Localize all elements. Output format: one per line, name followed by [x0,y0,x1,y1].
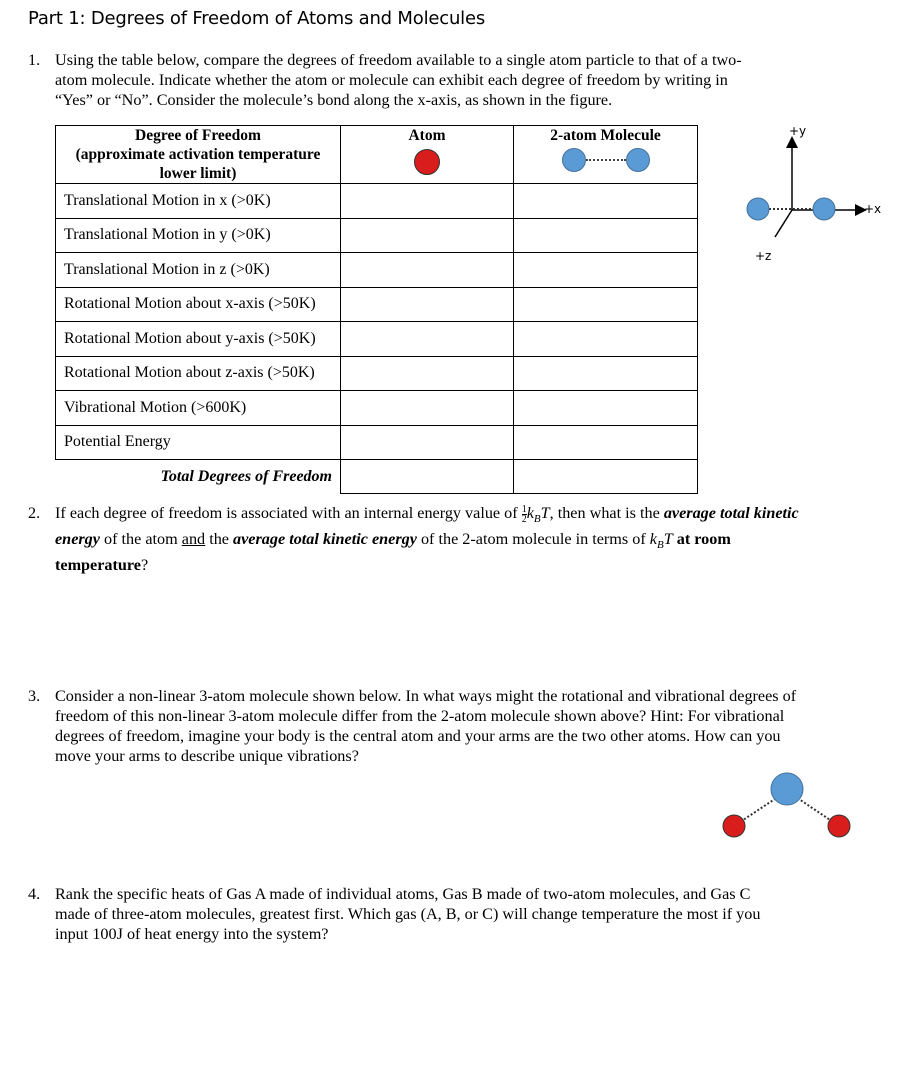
header-line: lower limit) [159,165,237,182]
header-line: Degree of Freedom [135,127,261,144]
header-2-atom-molecule [514,126,698,184]
red-atom-icon [414,149,440,175]
table-row-label: Rotational Motion about x-axis (>50K) [56,287,341,322]
header-line: (approximate activation temperature [75,146,321,163]
two-atom-molecule-icon [514,148,697,172]
axes-figure [735,120,885,270]
fraction-numerator: 1 [521,503,527,515]
fraction-denominator: 2 [521,513,527,525]
q4-line: input 100J of heat energy into the system? [55,925,329,943]
q4-line: Rank the specific heats of Gas A made of individual atoms, Gas B made of two-atom molecules, and Gas C [55,885,751,903]
q3-line: move your arms to describe unique vibrations? [55,747,359,765]
q2-emphasis: average total kinetic [663,504,799,522]
q1-line: Using the table below, compare the degrees of freedom available to a single atom particle to that of a two- [55,51,742,69]
page-title: Part 1: Degrees of Freedom of Atoms and Molecules [28,8,486,29]
q2-text: of the atom [99,530,182,549]
z-axis-line [775,210,792,237]
atom-answer-cell[interactable] [341,184,514,219]
atom-answer-cell[interactable] [341,425,514,460]
molecule-total-cell[interactable] [514,460,698,494]
header-molecule-label: 2-atom Molecule [550,127,661,144]
header-atom-label: Atom [408,127,446,144]
total-degrees-label: Total Degrees of Freedom [56,460,341,494]
red-atom-icon [828,815,850,837]
boltzmann-k: k [526,504,534,522]
molecule-answer-cell[interactable] [514,356,698,391]
blue-atom-icon [626,148,650,172]
atom-answer-cell[interactable] [341,218,514,253]
question-number: 1. [28,51,41,69]
q2-underlined-and: and [181,530,206,549]
question-number: 3. [28,687,41,705]
molecule-answer-cell[interactable] [514,391,698,426]
table-row-label: Rotational Motion about z-axis (>50K) [56,356,341,391]
table-row-label: Translational Motion in x (>0K) [56,184,341,219]
q3-line: degrees of freedom, imagine your body is the central atom and your arms are the two other atoms. How can you [55,727,781,745]
temperature-symbol: T [663,530,673,549]
q2-emphasis: energy [55,530,100,549]
q2-emphasis: average total kinetic energy [233,530,417,549]
atom-answer-cell[interactable] [341,287,514,322]
atom-answer-cell[interactable] [341,322,514,357]
molecule-answer-cell[interactable] [514,322,698,357]
subscript-b: B [656,539,664,552]
blue-atom-icon [771,773,803,805]
q3-line: freedom of this non-linear 3-atom molecule differ from the 2-atom molecule shown above? Hint: For vibrational [55,707,785,725]
header-degree-of-freedom [56,126,341,184]
q3-line: Consider a non-linear 3-atom molecule shown below. In what ways might the rotational and vibrational degrees of [55,687,797,705]
q2-text: ? [141,556,149,575]
atom-total-cell[interactable] [341,460,514,494]
table-row-label: Translational Motion in z (>0K) [56,253,341,288]
header-atom [341,126,514,184]
q2-text: of the 2-atom molecule in terms of [416,530,650,549]
y-axis-label: +y [789,124,807,138]
table-row-label: Vibrational Motion (>600K) [56,391,341,426]
temperature-symbol: T [540,504,550,522]
question-number: 4. [28,885,41,903]
red-atom-icon [723,815,745,837]
bond-line [586,159,626,161]
degrees-of-freedom-table [55,125,698,494]
atom-answer-cell[interactable] [341,391,514,426]
molecule-answer-cell[interactable] [514,287,698,322]
molecule-answer-cell[interactable] [514,218,698,253]
x-axis-label: +x [864,202,882,216]
atom-answer-cell[interactable] [341,356,514,391]
boltzmann-k: k [649,530,657,549]
table-row-label: Potential Energy [56,425,341,460]
subscript-b: B [533,513,541,526]
q2-text: If each degree of freedom is associated with an internal energy value of [55,504,522,522]
blue-atom-icon [747,198,769,220]
q4-line: made of three-atom molecules, greatest first. Which gas (A, B, or C) will change temperature the most if you [55,905,761,923]
q2-text: , then what is the [549,504,664,522]
table-row-label: Rotational Motion about y-axis (>50K) [56,322,341,357]
table-row-label: Translational Motion in y (>0K) [56,218,341,253]
question-number: 2. [28,504,41,522]
blue-atom-icon [562,148,586,172]
q1-line: atom molecule. Indicate whether the atom or molecule can exhibit each degree of freedom by writing in [55,71,728,89]
atom-answer-cell[interactable] [341,253,514,288]
molecule-answer-cell[interactable] [514,253,698,288]
molecule-answer-cell[interactable] [514,184,698,219]
z-axis-label: +z [755,249,772,263]
blue-atom-icon [813,198,835,220]
q2-text: the [205,530,234,549]
molecule-answer-cell[interactable] [514,425,698,460]
q2-bold: at room [672,530,731,549]
three-atom-molecule-figure [715,765,865,845]
q1-line: “Yes” or “No”. Consider the molecule’s bond along the x-axis, as shown in the figure. [55,91,613,109]
q2-bold: temperature [55,556,141,575]
